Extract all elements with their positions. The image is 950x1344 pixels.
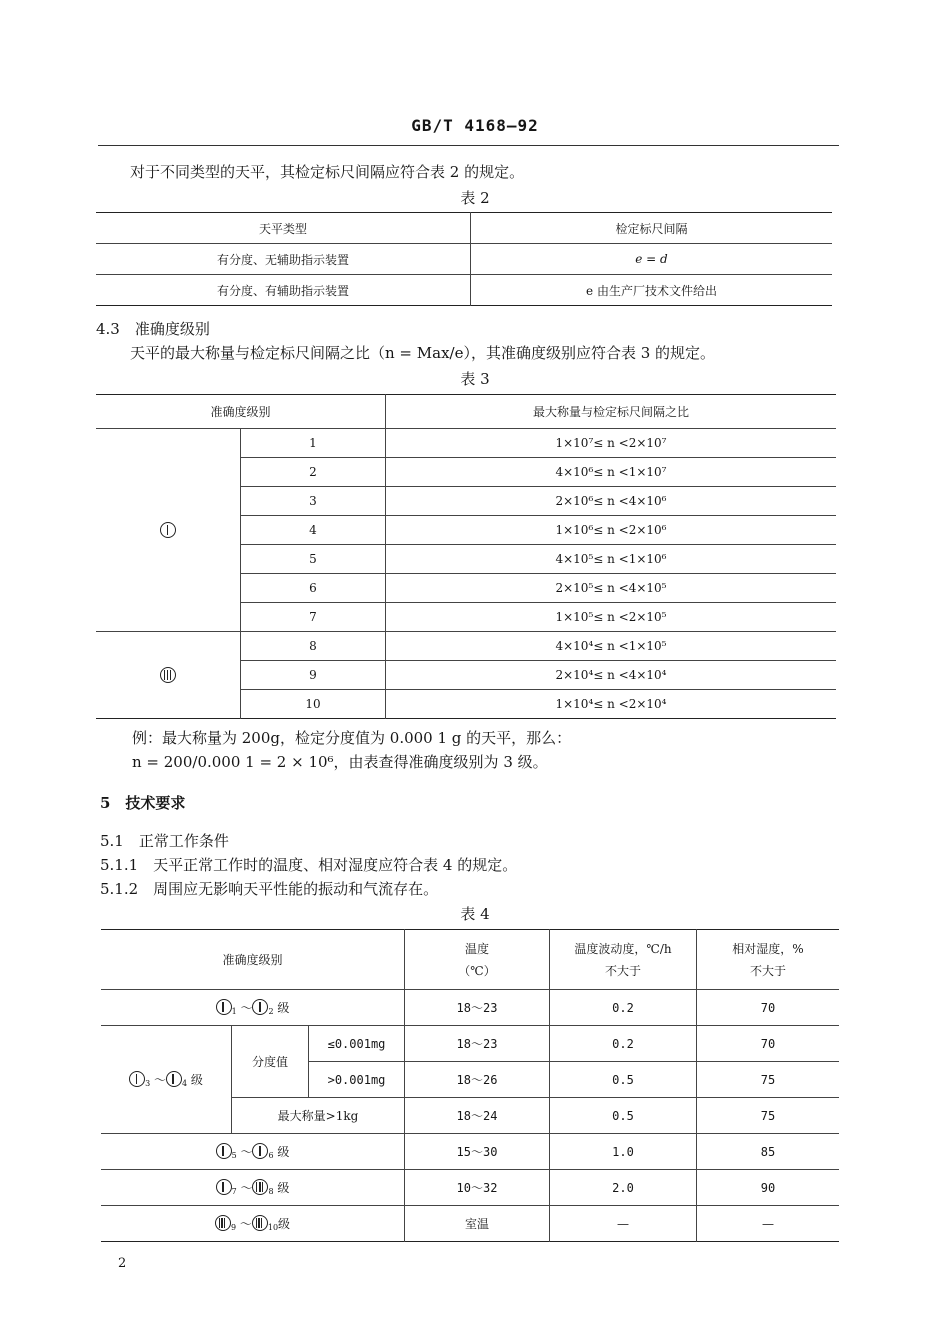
table-row <box>96 429 836 458</box>
accuracy-class-i-icon <box>252 999 268 1015</box>
accuracy-class-i-icon <box>129 1071 145 1087</box>
table-2 <box>96 212 832 306</box>
table3-n: 1 <box>241 429 386 458</box>
table-row <box>101 1206 839 1242</box>
class-i-cell <box>96 429 241 632</box>
table4-header-hum-sub: 不大于 <box>749 963 786 978</box>
accuracy-class-i-icon <box>216 1143 232 1159</box>
table4-temp: 18～26 <box>405 1062 550 1098</box>
table4-temp: 15～30 <box>405 1134 550 1170</box>
section-5-1-2: 5.1.2 周围应无影响天平性能的振动和气流存在。 <box>100 880 439 898</box>
table-3 <box>96 394 836 719</box>
accuracy-class-ii-icon <box>252 1179 268 1195</box>
table4-hum: 75 <box>697 1098 840 1134</box>
table4-temp: 室温 <box>405 1206 550 1242</box>
table4-fluct: 2.0 <box>550 1170 697 1206</box>
level-subscript: 2 <box>268 1007 274 1016</box>
table4-hum: 70 <box>697 1026 840 1062</box>
table2-cell: e = d <box>471 244 833 275</box>
table2-cell: 有分度、无辅助指示装置 <box>96 244 471 275</box>
table3-range: 4×10⁵≤ n <1×10⁶ <box>386 545 837 574</box>
table2-cell: e 由生产厂技术文件给出 <box>471 275 833 306</box>
table4-temp: 18～23 <box>405 1026 550 1062</box>
section-5-heading: 5 技术要求 <box>100 794 186 812</box>
table-row <box>96 275 832 306</box>
table4-header-fluct-label: 温度波动度，℃/h <box>574 941 672 956</box>
accuracy-class-i-icon <box>216 1179 232 1195</box>
table4-level: $_3$ ～ $_4$ 级 <box>101 1026 232 1134</box>
accuracy-class-ii-icon <box>160 667 176 683</box>
accuracy-class-i-icon <box>166 1071 182 1087</box>
table4-cond: >0.001mg <box>309 1062 405 1098</box>
intro-sentence: 对于不同类型的天平，其检定标尺间隔应符合表 2 的规定。 <box>130 163 525 181</box>
table4-level: $_1$ ～ $_2$ 级 <box>101 990 405 1026</box>
table4-cond: 最大称量>1kg <box>232 1098 405 1134</box>
table3-range: 4×10⁶≤ n <1×10⁷ <box>386 458 837 487</box>
example-line-1: 例：最大称量为 200g，检定分度值为 0.000 1 g 的天平，那么： <box>132 729 572 747</box>
level-subscript: 10 <box>267 1223 279 1232</box>
level-suffix: 级 <box>277 1145 290 1159</box>
table-row <box>96 213 832 244</box>
table4-fluct: 0.2 <box>550 1026 697 1062</box>
header-rule <box>98 145 839 146</box>
table-row <box>101 1134 839 1170</box>
level-subscript: 7 <box>231 1187 237 1196</box>
table3-n: 9 <box>241 661 386 690</box>
table-row <box>101 930 839 990</box>
table4-hum: 90 <box>697 1170 840 1206</box>
level-suffix: 级 <box>278 1217 291 1231</box>
class-ii-cell <box>96 632 241 719</box>
table-row <box>101 990 839 1026</box>
level-subscript: 4 <box>181 1079 188 1088</box>
table4-hum: 75 <box>697 1062 840 1098</box>
table3-n: 10 <box>241 690 386 719</box>
table2-header-interval: 检定标尺间隔 <box>615 221 688 236</box>
table3-header-level: 准确度级别 <box>96 395 386 429</box>
table4-hum: 85 <box>697 1134 840 1170</box>
table2-header-type: 天平类型 <box>96 213 471 244</box>
table3-n: 6 <box>241 574 386 603</box>
table4-header-level: 准确度级别 <box>101 930 405 990</box>
table4-level: $_5$ ～ $_6$ 级 <box>101 1134 405 1170</box>
table3-n: 3 <box>241 487 386 516</box>
level-suffix: 级 <box>277 1001 290 1015</box>
table4-fluct: 1.0 <box>550 1134 697 1170</box>
table3-range: 1×10⁴≤ n <2×10⁴ <box>386 690 837 719</box>
table3-range: 2×10⁴≤ n <4×10⁴ <box>386 661 837 690</box>
example-line-2: n = 200/0.000 1 = 2 × 10⁶，由表查得准确度级别为 3 级。 <box>132 753 548 771</box>
table4-fluct: — <box>550 1206 697 1242</box>
table3-n: 5 <box>241 545 386 574</box>
section-5-1-heading: 5.1 正常工作条件 <box>100 832 229 850</box>
table4-fluct: 0.5 <box>550 1098 697 1134</box>
table4-cond: ≤0.001mg <box>309 1026 405 1062</box>
table4-header-temp-label: 温度 <box>464 941 489 956</box>
document-number: GB/T 4168—92 <box>411 116 539 135</box>
table4-fluct: 0.5 <box>550 1062 697 1098</box>
table4-header-hum <box>697 930 840 990</box>
table4-header-fluct <box>550 930 697 990</box>
table-row <box>101 1026 839 1062</box>
level-subscript: 9 <box>230 1223 237 1232</box>
accuracy-class-i-icon <box>216 999 232 1015</box>
accuracy-class-i-icon <box>160 522 176 538</box>
table-row <box>96 395 836 429</box>
section-4-3-body: 天平的最大称量与检定标尺间隔之比（n = Max/e），其准确度级别应符合表 3 的规定。 <box>130 344 716 362</box>
table4-level: $_9$ ～ $_{10}$级 <box>101 1206 405 1242</box>
table4-header-temp-unit: （℃） <box>458 963 496 978</box>
table3-n: 7 <box>241 603 386 632</box>
table3-range: 1×10⁷≤ n <2×10⁷ <box>386 429 837 458</box>
level-subscript: 1 <box>231 1007 237 1016</box>
table3-range: 2×10⁵≤ n <4×10⁵ <box>386 574 837 603</box>
table4-caption: 表 4 <box>460 905 490 923</box>
accuracy-class-i-icon <box>252 1143 268 1159</box>
table4-level: $_7$ ～ $_8$ 级 <box>101 1170 405 1206</box>
table2-caption: 表 2 <box>460 189 490 207</box>
table4-temp: 18～24 <box>405 1098 550 1134</box>
level-subscript: 5 <box>231 1151 237 1160</box>
table4-temp: 10～32 <box>405 1170 550 1206</box>
table3-header-ratio: 最大称量与检定标尺间隔之比 <box>532 405 689 419</box>
table3-n: 8 <box>241 632 386 661</box>
table4-hum: — <box>697 1206 840 1242</box>
accuracy-class-ii-icon <box>215 1215 231 1231</box>
table-row <box>96 244 832 275</box>
table4-fendu-label: 分度值 <box>232 1026 309 1098</box>
accuracy-class-ii-icon <box>252 1215 268 1231</box>
table-4 <box>101 929 839 1242</box>
table3-range: 2×10⁶≤ n <4×10⁶ <box>386 487 837 516</box>
table3-n: 2 <box>241 458 386 487</box>
section-5-1-1: 5.1.1 天平正常工作时的温度、相对湿度应符合表 4 的规定。 <box>100 856 518 874</box>
level-subscript: 6 <box>268 1151 274 1160</box>
level-subscript: 3 <box>145 1079 151 1088</box>
table4-header-temp <box>405 930 550 990</box>
table3-n: 4 <box>241 516 386 545</box>
table2-cell: 有分度、有辅助指示装置 <box>96 275 471 306</box>
level-subscript: 8 <box>268 1187 274 1196</box>
table4-hum: 70 <box>697 990 840 1026</box>
table3-caption: 表 3 <box>460 370 490 388</box>
table4-header-hum-label: 相对湿度，% <box>732 941 804 956</box>
table-row <box>101 1170 839 1206</box>
level-suffix: 级 <box>277 1181 290 1195</box>
section-4-3-heading: 4.3 准确度级别 <box>96 320 210 338</box>
table3-range: 1×10⁵≤ n <2×10⁵ <box>386 603 837 632</box>
table4-temp: 18～23 <box>405 990 550 1026</box>
table3-range: 4×10⁴≤ n <1×10⁵ <box>386 632 837 661</box>
table-row <box>96 632 836 661</box>
level-suffix: 级 <box>190 1073 203 1087</box>
page-number: 2 <box>118 1256 127 1271</box>
table4-fluct: 0.2 <box>550 990 697 1026</box>
table3-range: 1×10⁶≤ n <2×10⁶ <box>386 516 837 545</box>
table4-header-fluct-sub: 不大于 <box>604 963 641 978</box>
